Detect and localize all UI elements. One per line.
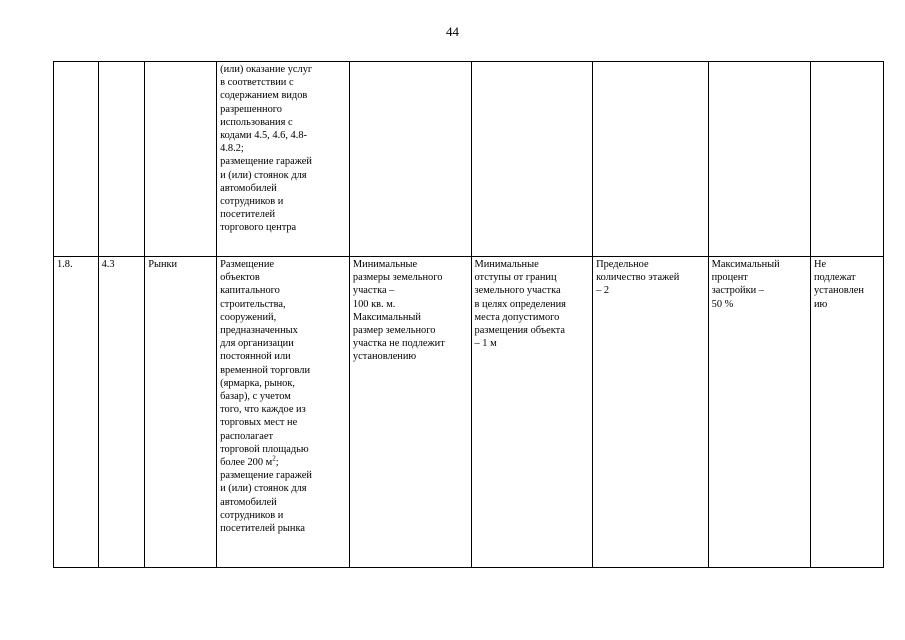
cell-coverage: Максимальный процент застройки – 50 % [708,257,810,568]
cell-use-name [145,62,217,257]
table-row [54,257,884,568]
cell-setbacks [471,62,593,257]
cell-other: Не подлежат установлен ию [810,257,883,568]
cell-number [54,62,99,257]
cell-code [98,62,145,257]
superscript-unit: 2 [272,454,276,463]
cell-floors: Предельное количество этажей – 2 [593,257,709,568]
cell-other [810,62,883,257]
cell-plot-size [349,62,471,257]
cell-number: 1.8. [54,257,99,568]
table-row [54,62,884,257]
cell-plot-size: Минимальные размеры земельного участка – 100 кв. м. Максимальный размер земельного участка не подлежит установлению [349,257,471,568]
cell-use-description: (или) оказание услуг в соответствии с содержанием видов разрешенного использования с кодами 4.5, 4.6, 4.8- 4.8.2; размещение гаражей и (или) стоянок для автомобилей сотрудников и посетителей торгового центра [217,62,350,257]
description-tail: ; размещение гаражей и (или) стоянок для автомобилей сотрудников и посетителей рынка [220,457,312,535]
description-main: Размещение объектов капитального строительства, сооружений, предназначенных для организации постоянной или временной торговли (ярмарка, рынок, базар), с учетом того, что каждое из торговых мест не располагает торговой площадью более 200 м [220,259,311,469]
cell-coverage [708,62,810,257]
cell-floors [593,62,709,257]
cell-use-description [217,257,350,568]
cell-code: 4.3 [98,257,145,568]
cell-use-name: Рынки [145,257,217,568]
page-number: 44 [446,24,459,39]
zoning-regulations-table [53,61,884,568]
cell-setbacks: Минимальные отступы от границ земельного участка в целях определения места допустимого размещения объекта – 1 м [471,257,593,568]
